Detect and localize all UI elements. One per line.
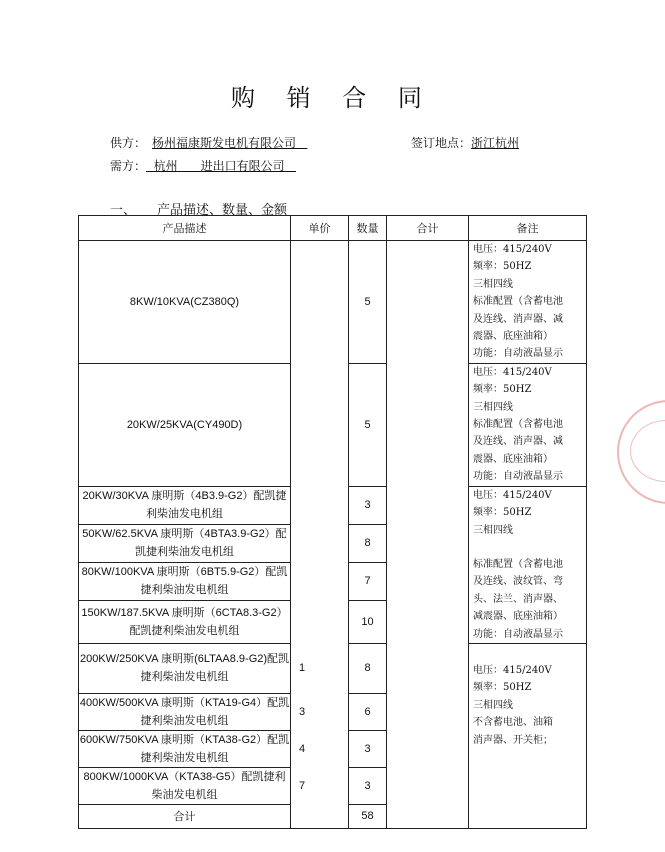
row-price — [291, 600, 349, 643]
row-qty: 10 — [349, 600, 387, 643]
contract-title: 购 销 合 同 — [231, 84, 434, 112]
row-desc: 8KW/10KVA(CZ380Q) — [79, 241, 291, 364]
table-row — [79, 363, 587, 486]
row-remarks: 电压：415/240V 频率：50HZ 三相四线 标准配置（含蓄电池 及连线、消声器、减 震器、底座油箱） 功能：自动液晶显示 — [469, 363, 587, 486]
row-price: 7 — [291, 767, 349, 804]
supplier-name: 杨州福康斯发电机有限公司 — [152, 136, 297, 150]
row-total — [387, 693, 469, 730]
row-total — [387, 600, 469, 643]
header-qty: 数量 — [349, 216, 387, 241]
row-price — [291, 241, 349, 364]
sign-place-label: 签订地点： — [411, 136, 472, 150]
section-title: 产品描述、数量、金额 — [157, 203, 288, 218]
row-qty: 3 — [349, 767, 387, 804]
row-remarks: 电压：415/240V 频率：50HZ 三相四线 标准配置（含蓄电池 及连线、波纹管、弯 头、法兰、消声器、 减震器、底座油箱） 功能：自动液晶显示 — [469, 486, 587, 643]
row-price: 1 — [291, 643, 349, 693]
row-price — [291, 562, 349, 600]
header-desc: 产品描述 — [79, 216, 291, 241]
total-qty: 58 — [349, 804, 387, 828]
table-header-row — [79, 216, 587, 241]
row-qty: 8 — [349, 643, 387, 693]
buyer-label: 需方： — [110, 159, 147, 173]
supplier-label: 供方： — [110, 136, 147, 150]
row-total — [387, 363, 469, 486]
row-total — [387, 643, 469, 693]
table-row — [79, 486, 587, 524]
row-price — [291, 486, 349, 524]
sign-place-line — [411, 134, 519, 151]
row-desc: 20KW/30KVA 康明斯（4B3.9-G2）配凯捷利柴油发电机组 — [79, 486, 291, 524]
row-desc: 800KW/1000KVA（KTA38-G5）配凯捷利柴油发电机组 — [79, 767, 291, 804]
total-price — [291, 804, 349, 828]
row-price — [291, 363, 349, 486]
row-qty: 8 — [349, 524, 387, 562]
sign-place-value: 浙江杭州 — [471, 136, 520, 150]
row-total — [387, 767, 469, 804]
buyer-line — [110, 157, 296, 174]
section-number: 一、 — [110, 203, 137, 218]
row-total — [387, 524, 469, 562]
total-label: 合计 — [79, 804, 291, 828]
row-total — [387, 486, 469, 524]
row-qty: 3 — [349, 730, 387, 767]
row-price: 4 — [291, 730, 349, 767]
header-remarks: 备注 — [469, 216, 587, 241]
buyer-city: 杭州 — [153, 159, 178, 173]
row-desc: 150KW/187.5KVA 康明斯（6CTA8.3-G2）配凯捷利柴油发电机组 — [79, 600, 291, 643]
row-total — [387, 241, 469, 364]
table-row — [79, 241, 587, 364]
supplier-line — [110, 134, 307, 151]
row-desc: 200KW/250KVA 康明斯(6LTAA8.9-G2)配凯捷利柴油发电机组 — [79, 643, 291, 693]
row-qty: 5 — [349, 363, 387, 486]
row-qty: 7 — [349, 562, 387, 600]
row-desc: 50KW/62.5KVA 康明斯（4BTA3.9-G2）配凯捷利柴油发电机组 — [79, 524, 291, 562]
row-total — [387, 562, 469, 600]
product-table — [78, 215, 587, 829]
row-qty: 5 — [349, 241, 387, 364]
row-remarks: 电压：415/240V 频率：50HZ 三相四线 标准配置（含蓄电池 及连线、消声器、减 震器、底座油箱） 功能：自动液晶显示 — [469, 241, 587, 364]
row-desc: 20KW/25KVA(CY490D) — [79, 363, 291, 486]
table-row — [79, 643, 587, 693]
row-desc: 80KW/100KVA 康明斯（6BT5.9-G2）配凯捷利柴油发电机组 — [79, 562, 291, 600]
row-desc: 600KW/750KVA 康明斯（KTA38-G2）配凯捷利柴油发电机组 — [79, 730, 291, 767]
buyer-company: 进出口有限公司 — [200, 159, 285, 173]
row-desc: 400KW/500KVA 康明斯（KTA19-G4）配凯捷利柴油发电机组 — [79, 693, 291, 730]
row-qty: 3 — [349, 486, 387, 524]
row-price — [291, 524, 349, 562]
row-remarks: 电压：415/240V 频率：50HZ 三相四线 不含蓄电池、油箱 消声器、开关柜； — [469, 643, 587, 828]
row-price: 3 — [291, 693, 349, 730]
header-price: 单价 — [291, 216, 349, 241]
row-qty: 6 — [349, 693, 387, 730]
total-amount — [387, 804, 469, 828]
row-total — [387, 730, 469, 767]
header-total: 合计 — [387, 216, 469, 241]
